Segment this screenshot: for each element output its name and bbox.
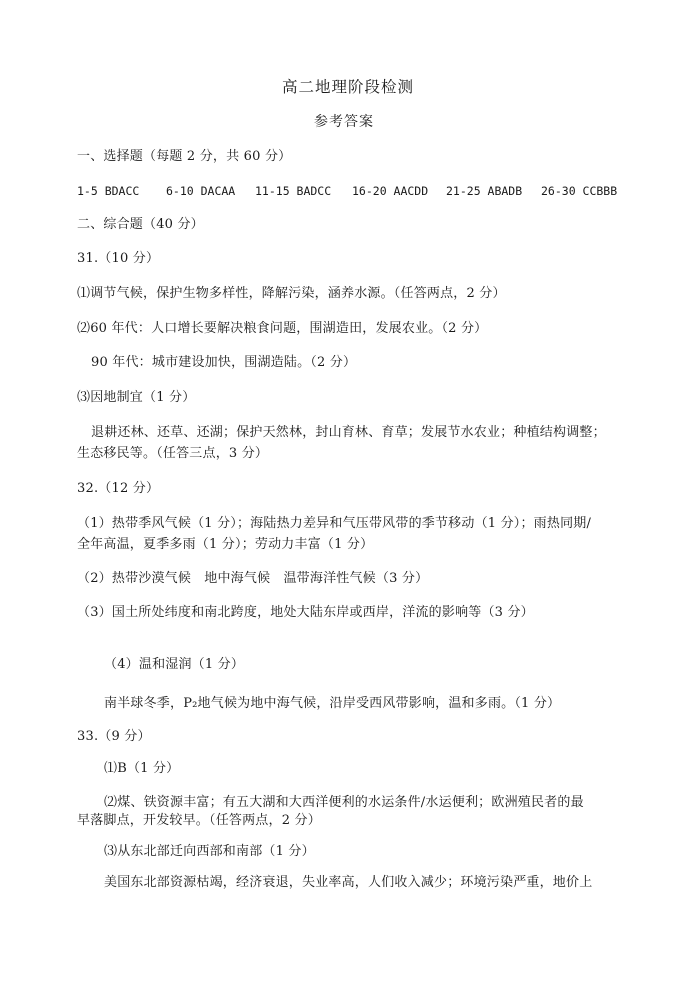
mcq-group: 1-5 BDACC (77, 184, 140, 198)
q31-answer-3-line2: 生态移民等。（任答三点，3 分） (77, 446, 269, 461)
q32-answer-4-cont: 南半球冬季，P₂地气候为地中海气候，沿岸受西风带影响，温和多雨。（1 分） (104, 696, 561, 711)
q31-heading: 31.（10 分） (77, 251, 160, 266)
q32-answer-1-line1: （1）热带季风气候（1 分）；海陆热力差异和气压带风带的季节移动（1 分）；雨热同期/ (77, 516, 592, 531)
page-subtitle: 参考答案 (314, 114, 374, 130)
mcq-group: 6-10 DACAA (166, 184, 236, 198)
q31-answer-3: ⑶因地制宜（1 分） (77, 390, 196, 405)
page-title: 高二地理阶段检测 (282, 78, 415, 96)
q33-answer-3: ⑶从东北部迁向西部和南部（1 分） (104, 844, 315, 859)
q32-answer-3: （3）国土所处纬度和南北跨度，地处大陆东岸或西岸，洋流的影响等（3 分） (77, 605, 534, 620)
q31-answer-1: ⑴调节气候，保护生物多样性，降解污染，涵养水源。（任答两点，2 分） (77, 286, 506, 301)
mcq-group: 16-20 AACDD (352, 184, 429, 198)
q33-heading: 33.（9 分） (77, 729, 151, 744)
q31-answer-2-cont: 90 年代：城市建设加快，围湖造陆。（2 分） (91, 355, 357, 370)
q31-answer-2: ⑵60 年代：人口增长要解决粮食问题，围湖造田，发展农业。（2 分） (77, 321, 488, 336)
q33-answer-1: ⑴B（1 分） (104, 761, 180, 776)
section2-heading: 二、综合题（40 分） (77, 217, 204, 232)
q31-answer-3-line1: 退耕还林、还草、还湖；保护天然林，封山育林、育草；发展节水农业；种植结构调整； (91, 425, 606, 440)
mcq-group: 11-15 BADCC (255, 184, 332, 198)
q32-answer-2: （2）热带沙漠气候 地中海气候 温带海洋性气候（3 分） (77, 571, 429, 586)
q33-answer-2-line1: ⑵煤、铁资源丰富；有五大湖和大西洋便利的水运条件/水运便利；欧洲殖民者的最 (104, 795, 584, 810)
q32-heading: 32.（12 分） (77, 481, 160, 496)
section1-heading: 一、选择题（每题 2 分，共 60 分） (77, 149, 292, 164)
mcq-answers-row (77, 182, 617, 200)
q33-answer-3-cont: 美国东北部资源枯竭，经济衰退，失业率高，人们收入减少；环境污染严重，地价上 (104, 875, 593, 890)
mcq-group: 26-30 CCBBB (541, 184, 618, 198)
q32-answer-4: （4）温和湿润（1 分） (104, 657, 245, 672)
mcq-group: 21-25 ABADB (446, 184, 523, 198)
q33-answer-2-line2: 早落脚点，开发较早。（任答两点，2 分） (77, 813, 321, 828)
q32-answer-1-line2: 全年高温，夏季多雨（1 分）；劳动力丰富（1 分） (77, 537, 374, 552)
